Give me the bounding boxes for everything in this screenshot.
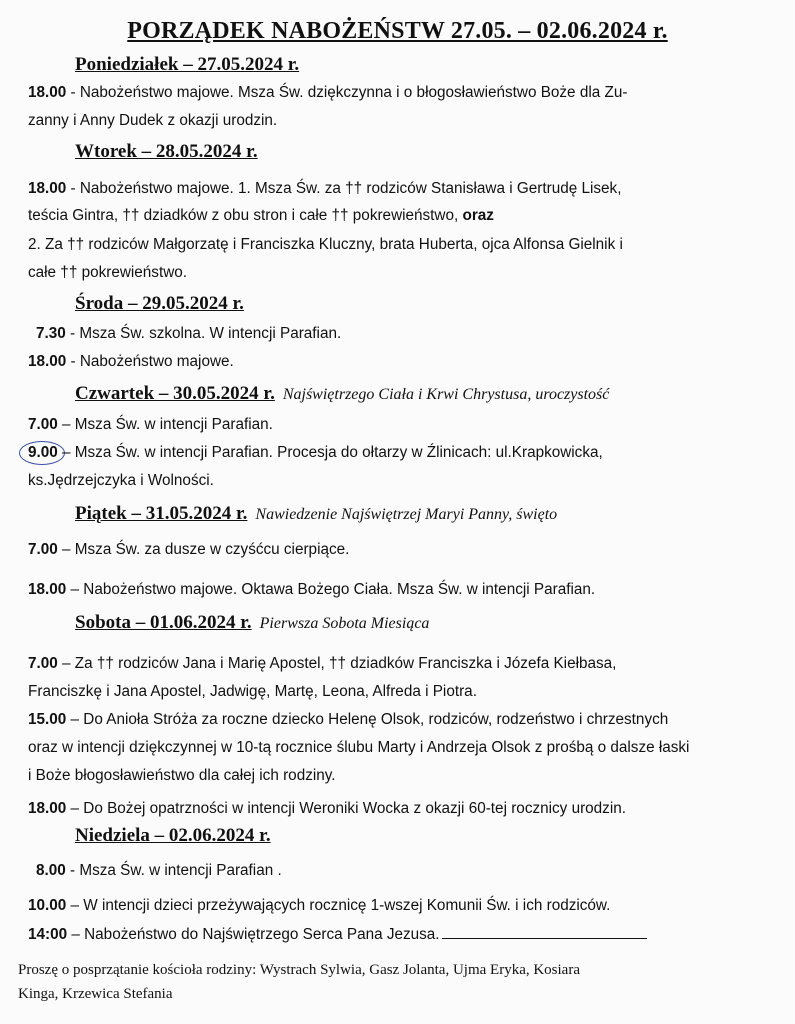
mass-text: całe †† pokrewieństwo. [28, 264, 188, 281]
day-name: Poniedziałek – 27.05.2024 r. [75, 54, 300, 75]
mass-entry [28, 655, 616, 673]
mass-entry-cont [28, 739, 689, 757]
mass-entry [36, 325, 341, 343]
mass-entry-cont [28, 767, 336, 785]
mass-text: – Nabożeństwo majowe. Oktawa Bożego Ciała. Msza Św. w intencji Parafian. [66, 581, 596, 598]
feast-label: Najświętrzego Ciała i Krwi Chrystusa, uroczystość [282, 386, 610, 403]
mass-text: - Nabożeństwo majowe. Msza Św. dziękczynna i o błogosławieństwo Boże dla Zu- [66, 84, 628, 101]
cleaning-notice: Proszę o posprzątanie kościoła rodziny: Wystrach Sylwia, Gasz Jolanta, Ujma Eryka, Kosiara [18, 962, 580, 978]
mass-entry-cont [28, 207, 494, 225]
mass-text: – Za †† rodziców Jana i Marię Apostel, †† dziadków Franciszka i Józefa Kiełbasa, [57, 655, 617, 672]
mass-text: teścia Gintra, †† dziadków z obu stron i całe †† pokrewieństwo, [28, 207, 463, 224]
mass-entry [28, 444, 603, 462]
feast-label: Nawiedzenie Najświętrzej Maryi Panny, święto [255, 506, 558, 523]
mass-time: 7.00 [28, 655, 58, 672]
mass-entry [28, 541, 349, 559]
mass-text: - Msza Św. w intencji Parafian . [65, 862, 282, 879]
mass-text: 2. Za †† rodziców Małgorzatę i Franciszka Kluczny, brata Huberta, ojca Alfonsa Gielnik i [28, 236, 623, 253]
fill-in-line [442, 926, 647, 939]
mass-text: - Msza Św. szkolna. W intencji Parafian. [65, 325, 342, 342]
mass-entry [28, 897, 610, 915]
feast-label: Pierwsza Sobota Miesiąca [259, 615, 430, 632]
mass-entry [28, 353, 234, 371]
mass-entry [36, 862, 282, 880]
mass-entry [28, 800, 626, 818]
day-name: Niedziela – 02.06.2024 r. [75, 825, 271, 846]
mass-entry-cont [28, 236, 623, 254]
day-name: Czwartek – 30.05.2024 r. [75, 383, 275, 404]
mass-text: – Do Anioła Stróża za roczne dziecko Helenę Olsok, rodziców, rodzeństwo i chrzestnych [66, 711, 669, 728]
mass-time: 18.00 [28, 180, 67, 197]
mass-time: 18.00 [28, 800, 67, 817]
day-heading-sunday [75, 825, 271, 847]
mass-time: 18.00 [28, 84, 67, 101]
mass-entry-cont [28, 683, 477, 701]
day-name: Środa – 29.05.2024 r. [75, 293, 244, 314]
day-heading-monday [75, 54, 299, 76]
cleaning-notice-cont: Kinga, Krzewica Stefania [18, 986, 173, 1002]
mass-time: 18.00 [28, 581, 67, 598]
mass-time: 18.00 [28, 353, 67, 370]
mass-text: – Msza Św. w intencji Parafian. Procesja do ołtarzy w Źlinicach: ul.Krapkowicka, [57, 444, 603, 461]
mass-text: – Do Bożej opatrzności w intencji Weroniki Wocka z okazji 60-tej rocznicy urodzin. [66, 800, 626, 817]
mass-text: – Msza Św. w intencji Parafian. [57, 416, 273, 433]
day-heading-friday [75, 503, 557, 525]
mass-text: i Boże błogosławieństwo dla całej ich rodziny. [28, 767, 336, 784]
mass-time: 7.00 [28, 541, 58, 558]
page-title: PORZĄDEK NABOŻEŃSTW 27.05. – 02.06.2024 r. [127, 18, 668, 44]
mass-entry [28, 581, 595, 599]
mass-time: 9.00 [28, 444, 58, 461]
mass-text: – Nabożeństwo do Najświętrzego Serca Pana Jezusa. [67, 926, 440, 943]
day-name: Sobota – 01.06.2024 r. [75, 612, 252, 633]
mass-entry-cont [28, 112, 277, 130]
mass-text: zanny i Anny Dudek z okazji urodzin. [28, 112, 278, 129]
mass-text: - Nabożeństwo majowe. 1. Msza Św. za †† rodziców Stanisława i Gertrudę Lisek, [66, 180, 622, 197]
day-heading-thursday [75, 383, 609, 405]
mass-time: 7.00 [28, 416, 58, 433]
mass-text: oraz w intencji dziękczynnej w 10-tą rocznice ślubu Marty i Andrzeja Olsok z prośbą o dalsze łaski [28, 739, 690, 756]
mass-entry [28, 180, 621, 198]
mass-entry [28, 416, 273, 434]
mass-text: ks.Jędrzejczyka i Wolności. [28, 472, 214, 489]
mass-time: 8.00 [36, 862, 66, 879]
day-heading-saturday [75, 612, 429, 634]
mass-text: Franciszkę i Jana Apostel, Jadwigę, Martę, Leona, Alfreda i Piotra. [28, 683, 477, 700]
mass-text: - Nabożeństwo majowe. [66, 353, 234, 370]
mass-entry-cont [28, 264, 187, 282]
day-heading-wednesday [75, 293, 244, 315]
mass-entry [28, 711, 668, 729]
mass-text: – Msza Św. za dusze w czyśćcu cierpiące. [57, 541, 350, 558]
mass-entry-cont [28, 472, 214, 490]
day-name: Piątek – 31.05.2024 r. [75, 503, 248, 524]
mass-text-bold: oraz [462, 207, 494, 224]
mass-entry [28, 84, 627, 102]
day-heading-tuesday [75, 141, 258, 163]
mass-time: 7.30 [36, 325, 66, 342]
mass-time: 15.00 [28, 711, 67, 728]
day-name: Wtorek – 28.05.2024 r. [75, 141, 258, 162]
mass-time: 10.00 [28, 897, 67, 914]
mass-time: 14:00 [28, 926, 68, 943]
mass-text: – W intencji dzieci przeżywających rocznicę 1-wszej Komunii Św. i ich rodziców. [66, 897, 611, 914]
mass-entry [28, 926, 647, 944]
